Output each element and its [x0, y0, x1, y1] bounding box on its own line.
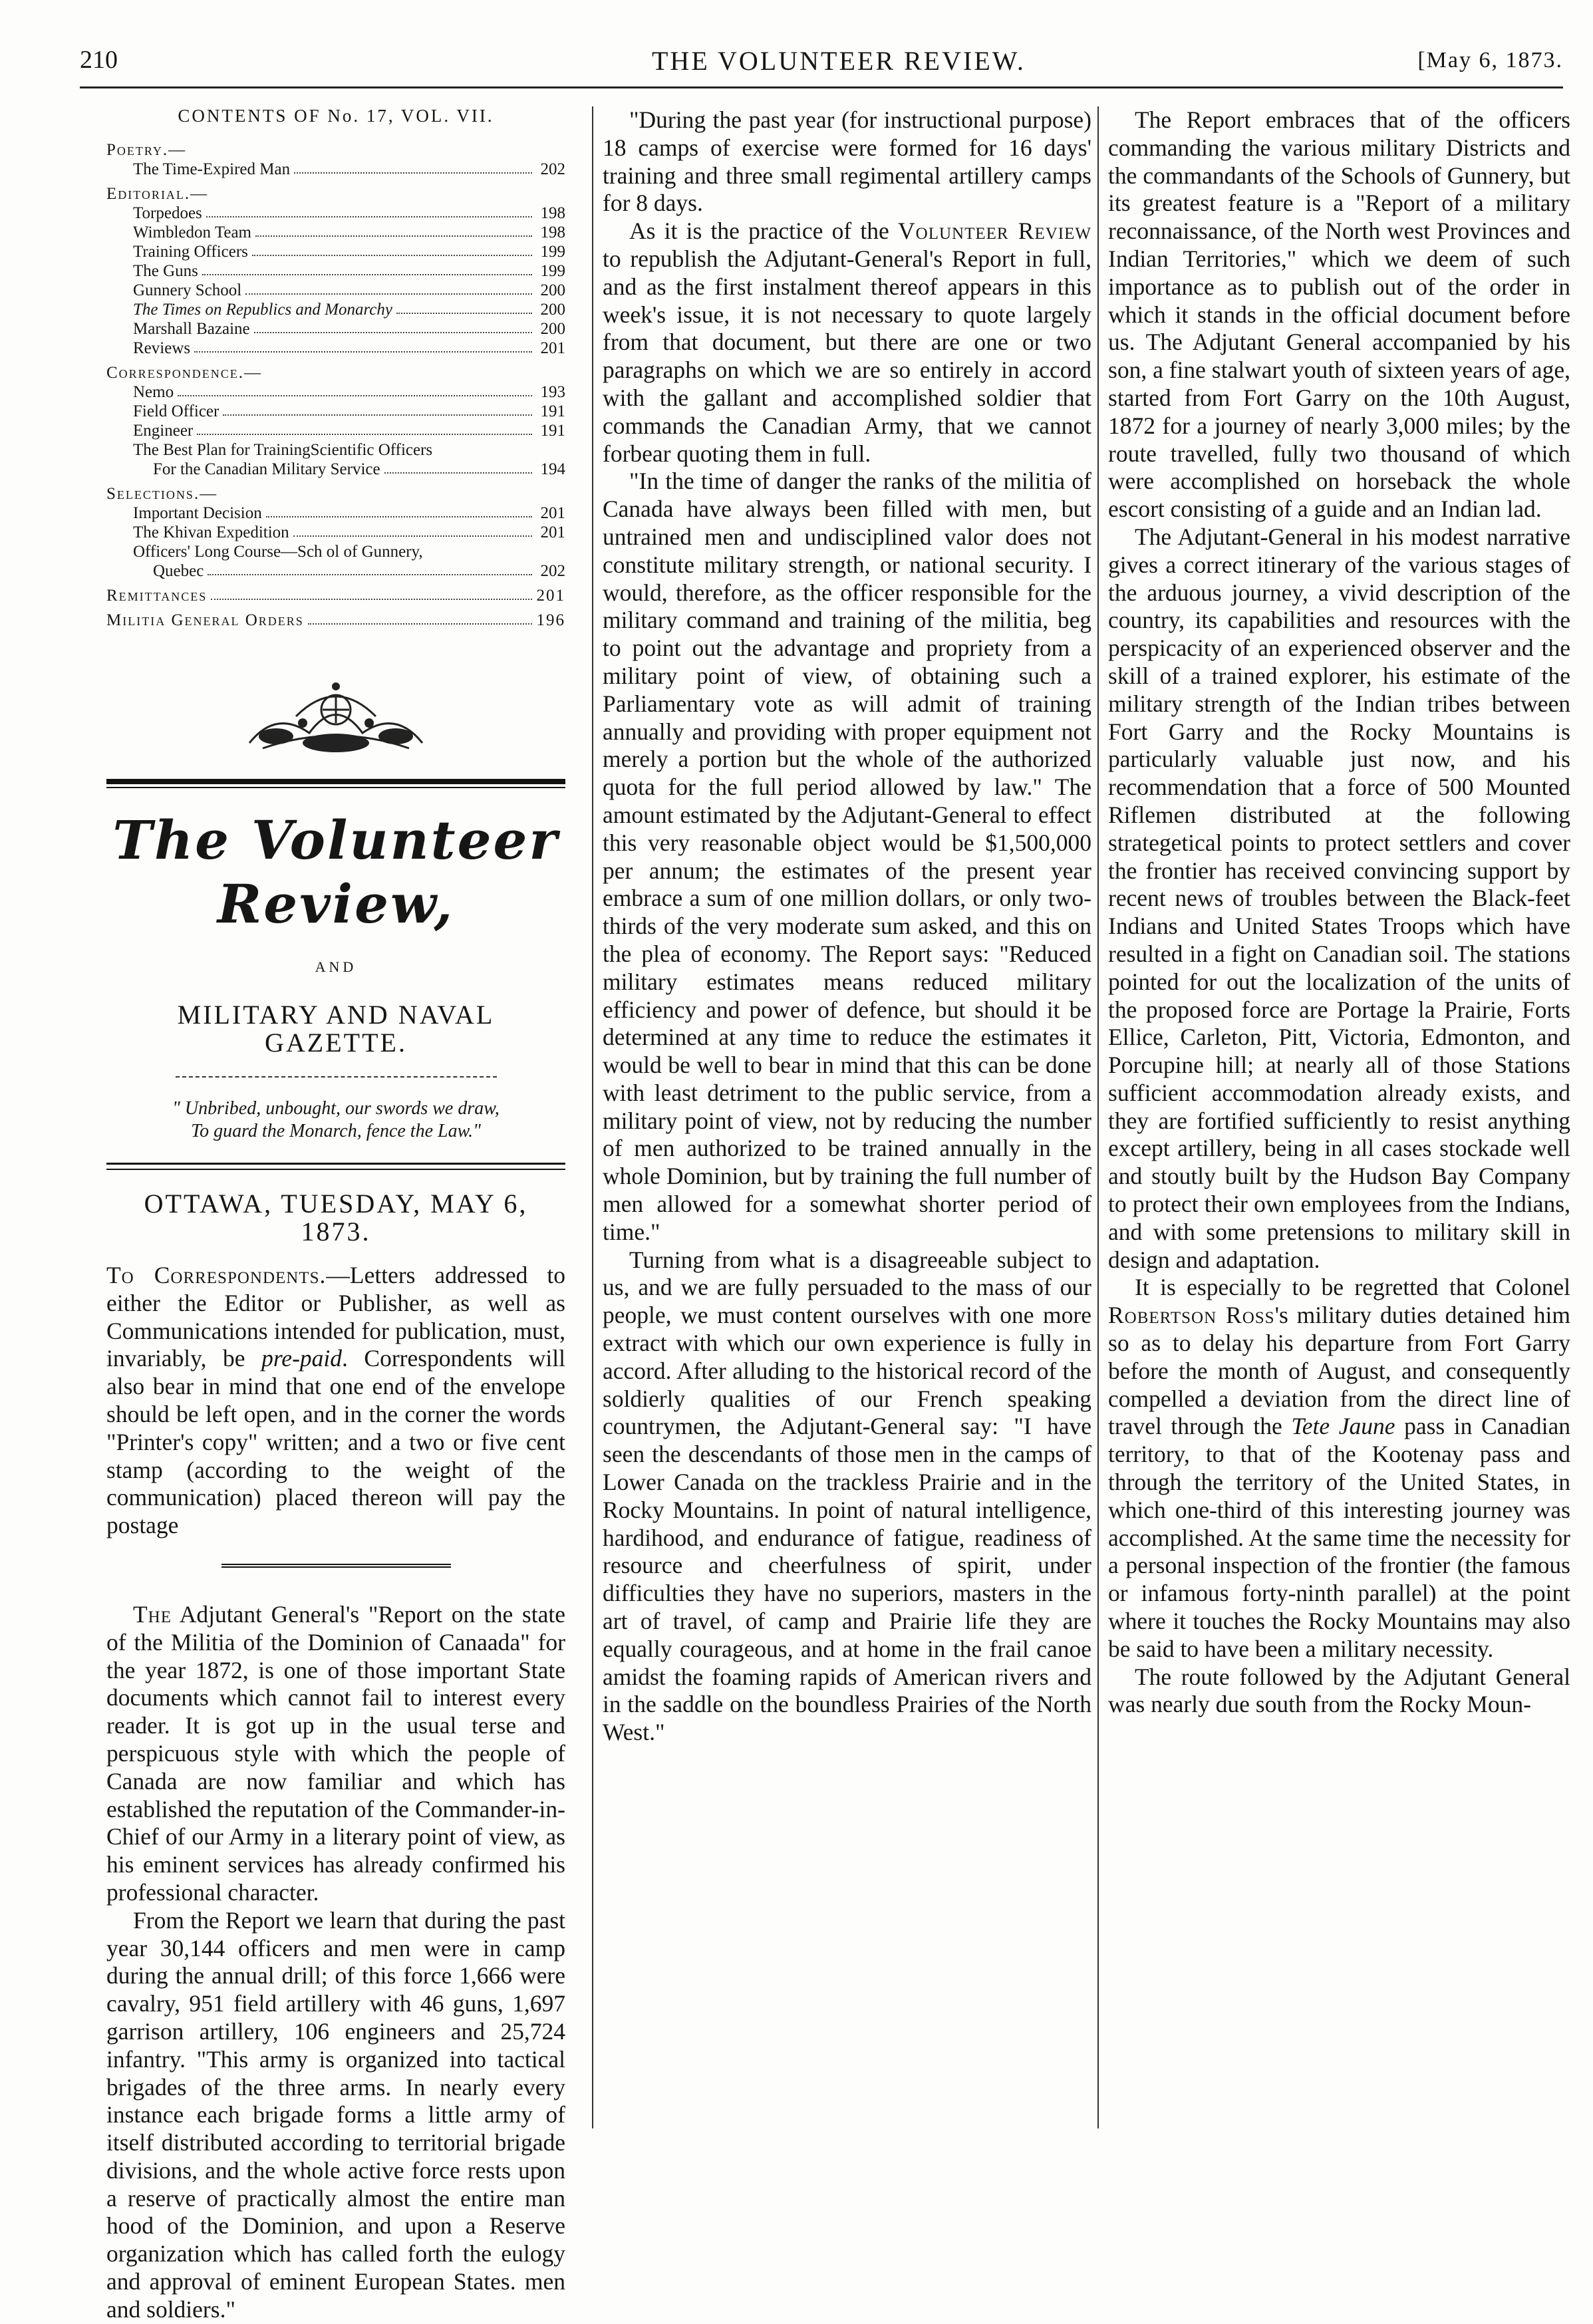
contents-entry: Reviews 201: [133, 339, 565, 357]
column-3: [1097, 106, 1570, 2128]
contents-section-poetry: Poetry.—: [106, 141, 187, 159]
dateline: OTTAWA, TUESDAY, MAY 6, 1873.: [144, 1189, 528, 1247]
masthead-title: The Volunteer Review,: [112, 809, 559, 935]
dateline-rule-top-2: [106, 1169, 565, 1170]
page-header: [80, 40, 1563, 93]
article-paragraph-8: The Adjutant-General in his modest narrative gives a correct itinerary of the various stages of the arduous journey, a vivid description of the country, its capabilities and resources with the perspicacity of an experienced observer and the skill of a trained explorer, his estimate of the military strength of the Indian tribes between Fort Garry and the Rocky Mountains is particularly valuable just now, and his recommendation that a force of 500 Mounted Riflemen distributed at the following strategetical points to protect settlers and cover the frontier has received convincing support by recent news of troubles between the Black-feet Indians and United States Troops which have resulted in a fight on Canadian soil. The stations pointed for out the localization of the units of the proposed force are Portage la Prairie, Forts Ellice, Carleton, Pitt, Victoria, Edmonton, and Porcupine hill; at nearly all of those Stations sufficient accommodation already exists, and they are fortified sufficiently to resist anything except artillery, being in all cases stockade well and stoutly built by the Hudson Bay Company to protect their own employees from the Indians, and with some pretensions to military skill in design and adaptation.: [1108, 523, 1570, 1273]
contents-entry: The Guns 199: [133, 262, 565, 280]
column-2: [592, 106, 1091, 2128]
contents-section-selections: Selections.—: [106, 485, 218, 503]
contents-entry: Wimbledon Team 198: [133, 223, 565, 241]
contents-entry: Gunnery School 200: [133, 281, 565, 299]
contents-title: CONTENTS OF No. 17, VOL. VII.: [178, 106, 494, 126]
masthead-subtitle: MILITARY AND NAVAL GAZETTE.: [177, 999, 495, 1058]
article-paragraph-1: The Adjutant General's "Report on the state of the Militia of the Dominion of Canaada" for the year 1872, is one of those important State documents which cannot fail to interest every reader. It is got up in the usual terse and perspicuous style with which the people of Canada are now familiar and which has established the reputation of the Commander-in-Chief of our Army in a literary point of view, as his eminent services has already confirmed his professional character.: [106, 1600, 565, 1906]
contents-entry: Nemo 193: [133, 383, 565, 401]
contents-entry: Important Decision 201: [133, 504, 565, 522]
masthead-rule-top: [106, 779, 565, 784]
contents-remittances: Remittances 201: [106, 587, 565, 605]
contents-entry: Engineer 191: [133, 422, 565, 440]
column-1: [106, 106, 565, 2324]
article-paragraph-5: "In the time of danger the ranks of the militia of Canada have always been filled with men, but untrained men and undisciplined valor does not constitute military strength, or national security. I would, therefore, as the officer responsible for the military command and training of the militia, beg to point out the advantage and propriety from a military point of view, of obtaining such a Parliamentary vote as will admit of training annually and providing with proper equipment not merely a portion but the whole of the authorized quota for the full period allowed by law." The amount estimated by the Adjutant-General to effect this very reasonable object would be $1,500,000 per annum; the estimates of the present year embrace a sum of one million dollars, or only two-thirds of the very moderate sum asked, and this on the plea of economy. The Report says: "Reduced military estimates means reduced military efficiency and power of defence, but should it be determined at any time to reduce the estimates it would be well to bear in mind that this can be done with least detriment to the public service, from a military point of view, not by reducing the number of men authorized to be trained annually in the whole Dominion, but by training the full number of men allowed for a somewhat shorter period of time.": [603, 468, 1091, 1245]
article-paragraph-3: "During the past year (for instructional purpose) 18 camps of exercise were formed for 16 days' training and three small regimental artillery camps for 8 days.: [603, 106, 1091, 217]
contents-entry: Field Officer 191: [133, 402, 565, 420]
page-number: 210: [80, 46, 118, 74]
header-rule: [80, 86, 1563, 88]
article-paragraph-2: From the Report we learn that during the past year 30,144 officers and men were in camp during the annual drill; of this force 1,666 were cavalry, 951 field artillery with 46 guns, 1,697 garrison artillery, 106 engineers and 25,724 infantry. "This army is organized into tactical brigades of the three arms. In nearly every instance each brigade forms a little army of itself distributed according to territorial brigade divisions, and the whole active force rests upon a reserve of practically almost the entire man hood of the Dominion, and upon a Reserve organization which has called forth the eulogy and approval of eminent European States. men and soldiers.": [106, 1906, 565, 2323]
contents-entry: The Times on Republics and Monarchy 200: [133, 301, 565, 319]
running-title: THE VOLUNTEER REVIEW.: [652, 46, 1026, 76]
masthead-motto-line-1: " Unbribed, unbought, our swords we draw,: [172, 1098, 500, 1119]
table-of-contents: [106, 106, 565, 630]
contents-entry: Training Officers 199: [133, 243, 565, 261]
contents-militia-orders: Militia General Orders 196: [106, 611, 565, 629]
contents-section-correspondence: Correspondence.—: [106, 364, 262, 382]
contents-section-editorial: Editorial.—: [106, 185, 209, 203]
contents-entry: The Khivan Expedition 201: [133, 523, 565, 541]
masthead-motto-line-2: To guard the Monarch, fence the Law.": [191, 1121, 481, 1142]
contents-entry: Quebec 202: [153, 562, 565, 580]
contents-entry: The Best Plan for TrainingScientific Officers: [133, 441, 433, 459]
article-paragraph-9: It is especially to be regretted that Colonel Robertson Ross's military duties detained him so as to delay his departure from Fort Garry before the month of August, and consequently compelled a deviation from the direct line of travel through the Tete Jaune pass in Canadian territory, to that of the Kootenay pass and through the territory of the United States, in which one-third of this interesting journey was accomplished. At the same time the necessity for a personal inspection of the frontier (the famous or infamous forty-ninth parallel) at the point where it touches the Rocky Mountains may also be said to have been a military necessity.: [1108, 1274, 1570, 1662]
contents-entry: Torpedoes 198: [133, 204, 565, 222]
notice-to-correspondents: To Correspondents.—Letters addressed to either the Editor or Publisher, as well as Communications intended for publication, must, invariably, be pre-paid. Correspondents will also bear in mind that one end of the envelope should be left open, and in the corner the words "Printer's copy" written; and a two or five cent stamp (according to the weight of the communication) placed thereon will pay the postage: [106, 1261, 565, 1539]
masthead-divider: [176, 1076, 497, 1078]
article-paragraph-7: The Report embraces that of the officers commanding the various military Districts and the commandants of the Schools of Gunnery, but its greatest feature is a "Report of a military reconnaissance, of the North west Provinces and Indian Territories," which we deem of such importance as to publish out of the order in which it stands in the official document before us. The Adjutant General accompanied by his son, a fine stalwart youth of sixteen years of age, started from Fort Garry on the 10th August, 1872 for a journey of nearly 3,000 miles; by the route travelled, fully two thousand of which were accomplished on horseback the whole escort consisting of a guide and an Indian lad.: [1108, 106, 1570, 523]
article-paragraph-6: Turning from what is a disagreeable subject to us, and we are fully persuaded to the mass of our people, we must content ourselves with one more extract with which our own experience is fully in accord. After alluding to the historical record of the soldierly qualities of our French speaking countrymen, the Adjutant-General say: "I have seen the descendants of those men in the camps of Lower Canada on the trackless Prairie and in the Rocky Mountains. In point of natural intelligence, hardihood, and endurance of fatigue, readiness of resource and cheerfulness of spirit, under difficulties they have no superiors, masters in the art of travel, of camp and Prairie life they are equally courageous, and at home in the frail canoe amidst the foaming rapids of American rivers and in the saddle on the boundless Prairies of the North West.": [603, 1246, 1091, 1746]
masthead-rule-top-thin: [106, 787, 565, 788]
article-paragraph-4: As it is the practice of the Volunteer Review to republish the Adjutant-General's Report in full, and as the first instalment thereof appears in this week's issue, it is not necessary to quote largely from that document, but there are one or two paragraphs on which we are so entirely in accord with the gallant and accomplished soldier that commands the Canadian Army, that we cannot forbear quoting them in full.: [603, 218, 1091, 467]
contents-entry: Officers' Long Course—Sch ol of Gunnery,: [133, 543, 423, 561]
issue-date: [May 6, 1873.: [1417, 48, 1563, 73]
article-paragraph-10: The route followed by the Adjutant General was nearly due south from the Rocky Moun-: [1108, 1663, 1570, 1718]
contents-entry: Marshall Bazaine 200: [133, 320, 565, 338]
contents-entry: For the Canadian Military Service 194: [153, 460, 565, 478]
section-separator: [221, 1564, 451, 1568]
contents-entry: The Time-Expired Man 202: [133, 160, 565, 178]
masthead-and: AND: [315, 958, 357, 975]
crest-ornament-icon: [236, 670, 436, 763]
dateline-rule-top: [106, 1163, 565, 1165]
